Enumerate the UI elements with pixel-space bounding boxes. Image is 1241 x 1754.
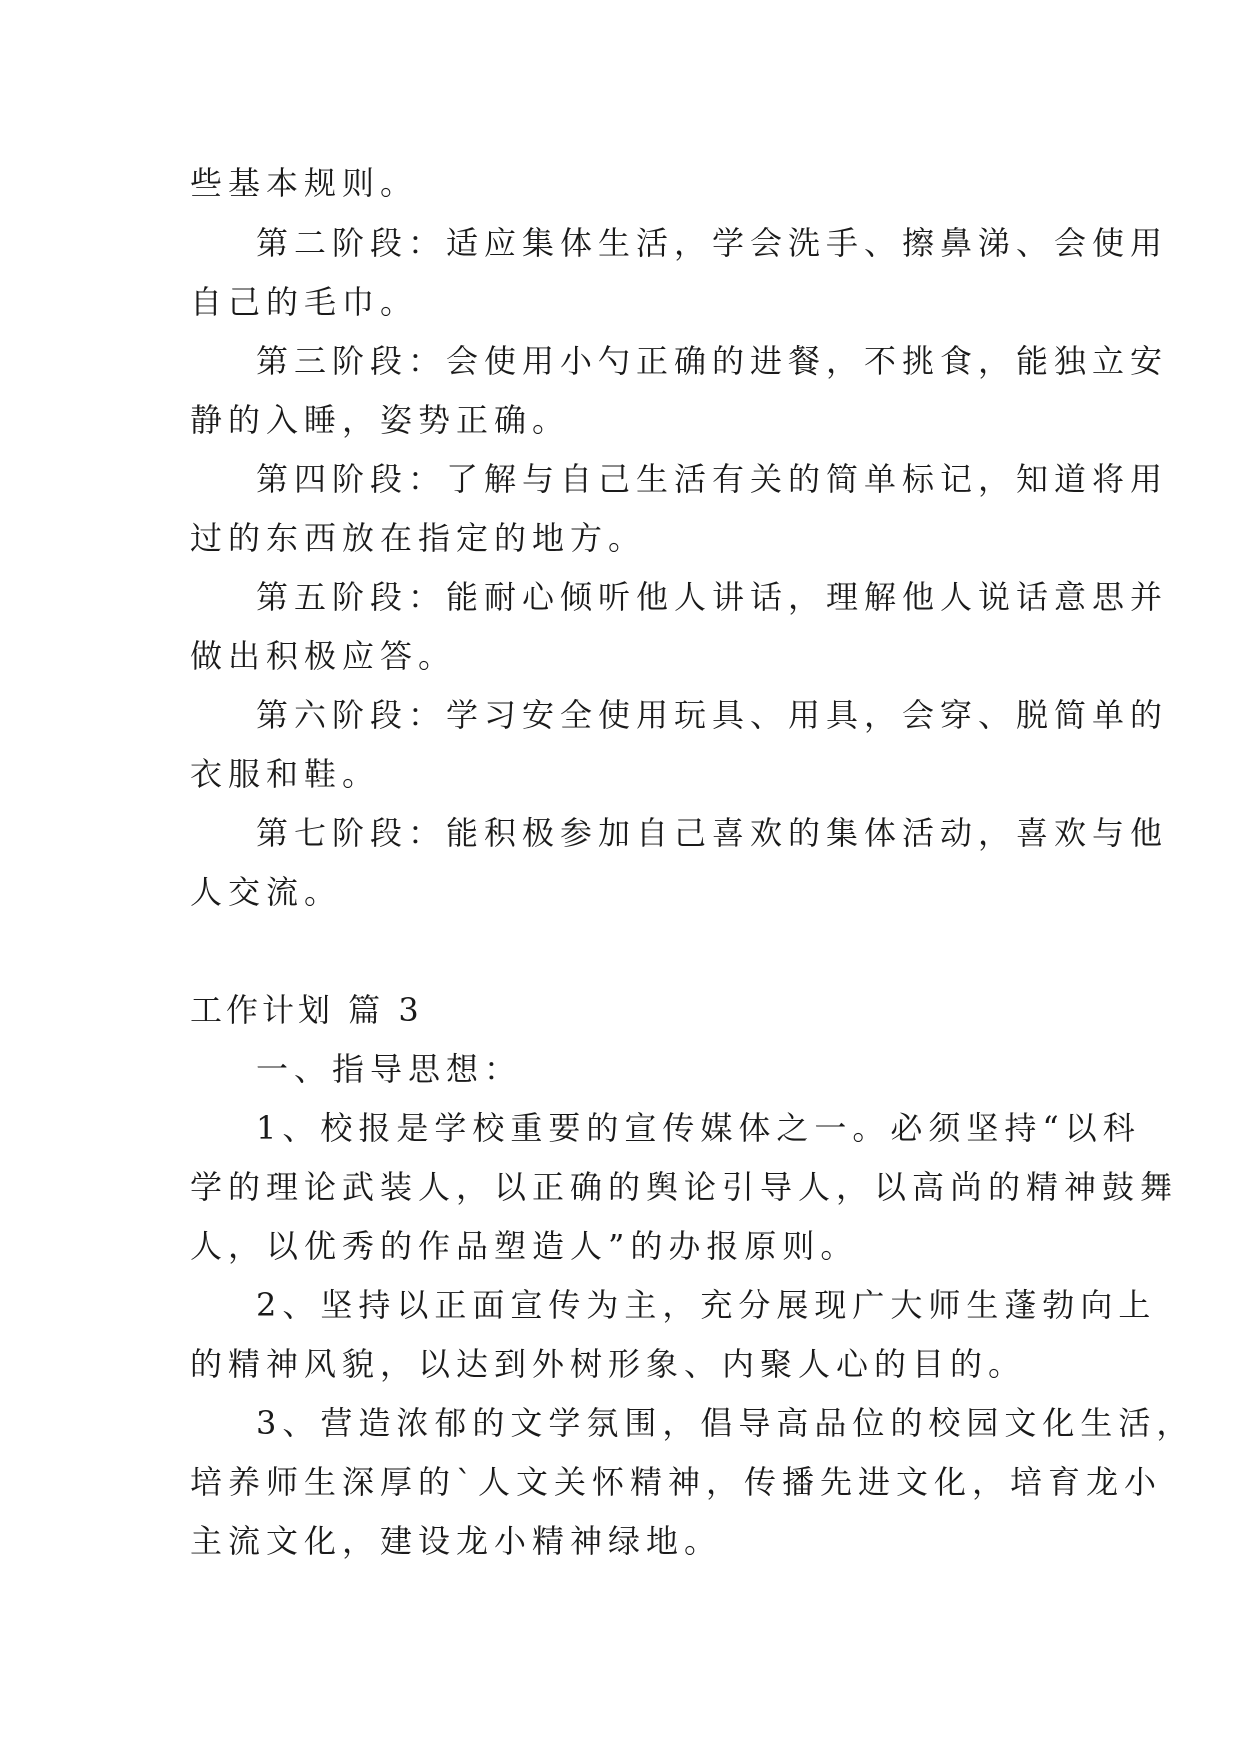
paragraph-line: 1、校报是学校重要的宣传媒体之一。必须坚持“以科 [256,1109,1141,1147]
paragraph-line: 的精神风貌，以达到外树形象、内聚人心的目的。 [190,1345,1027,1383]
paragraph-line: 人，以优秀的作品塑造人”的办报原则。 [190,1227,859,1265]
paragraph-line: 自己的毛巾。 [190,283,419,321]
paragraph-line: 第二阶段：适应集体生活，学会洗手、擦鼻涕、会使用 [256,224,1169,262]
paragraph-line: 3、营造浓郁的文学氛围，倡导高品位的校园文化生活， [256,1404,1195,1442]
paragraph-line: 人交流。 [190,873,343,911]
paragraph-line: 第六阶段：学习安全使用玩具、用具，会穿、脱简单的 [256,696,1169,734]
paragraph-line: 过的东西放在指定的地方。 [190,519,647,557]
paragraph-line: 一、指导思想： [256,1050,523,1088]
section-heading: 工作计划 篇 3 [190,991,423,1029]
paragraph-line: 做出积极应答。 [190,637,457,675]
paragraph-line: 培养师生深厚的`人文关怀精神，传播先进文化，培育龙小 [190,1463,1163,1501]
paragraph-line: 第三阶段：会使用小勺正确的进餐，不挑食，能独立安 [256,342,1169,380]
paragraph-line: 第四阶段：了解与自己生活有关的简单标记，知道将用 [256,460,1169,498]
paragraph-line: 2、坚持以正面宣传为主，充分展现广大师生蓬勃向上 [256,1286,1157,1324]
paragraph-line: 静的入睡，姿势正确。 [190,401,571,439]
paragraph-line: 学的理论武装人，以正确的舆论引导人，以高尚的精神鼓舞 [190,1168,1179,1206]
paragraph-line: 第七阶段：能积极参加自己喜欢的集体活动，喜欢与他 [256,814,1169,852]
paragraph-line: 些基本规则。 [190,164,419,202]
paragraph-line: 主流文化，建设龙小精神绿地。 [190,1522,723,1560]
paragraph-line: 衣服和鞋。 [190,755,381,793]
paragraph-line: 第五阶段：能耐心倾听他人讲话，理解他人说话意思并 [256,578,1169,616]
